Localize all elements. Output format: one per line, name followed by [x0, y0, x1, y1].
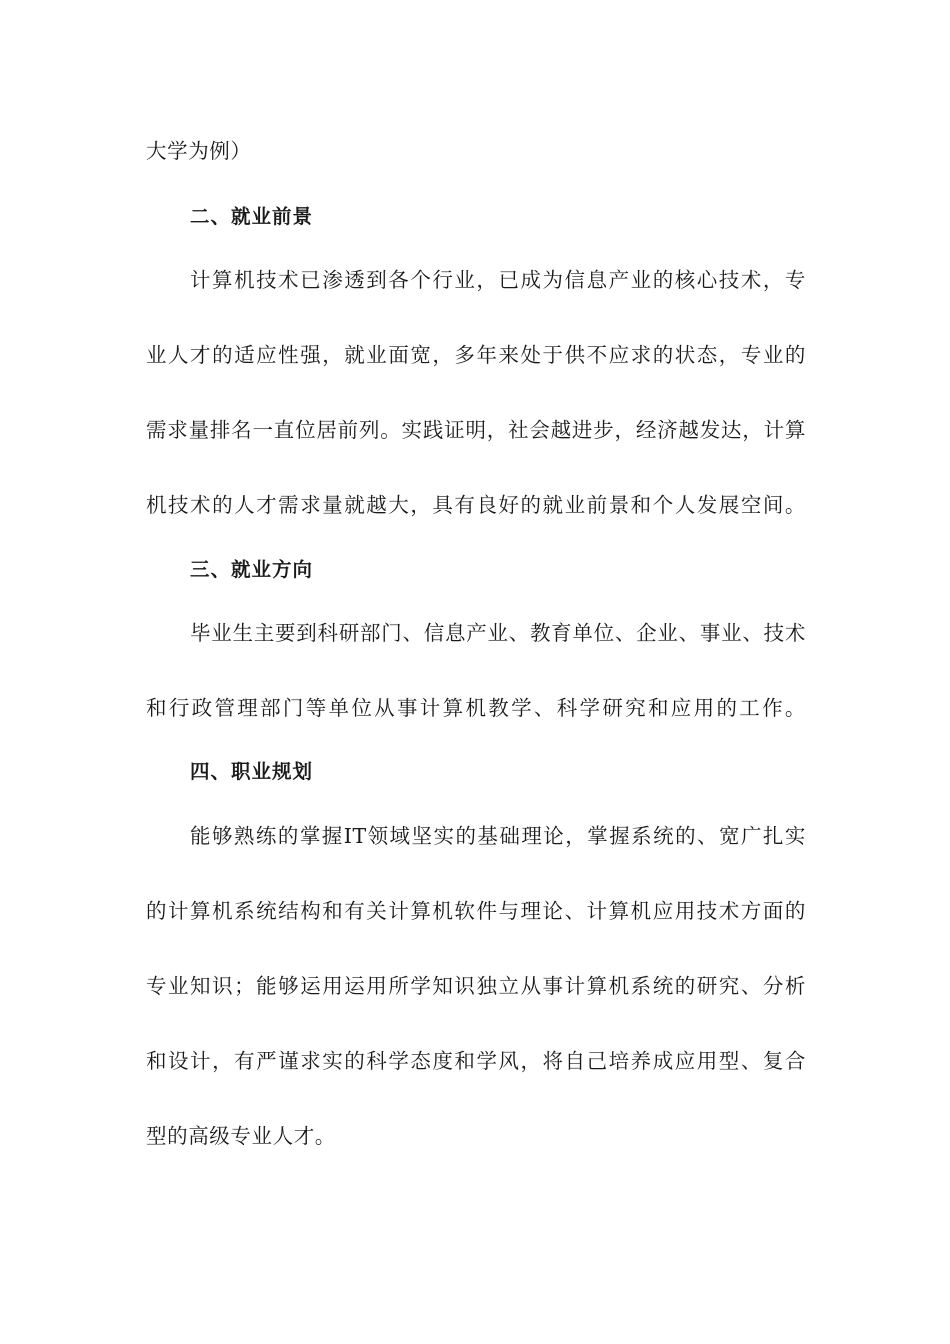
paragraph-line: 机技术的人才需求量就越大，具有良好的就业前景和个人发展空间。 [146, 493, 806, 517]
paragraph-line: 和设计，有严谨求实的科学态度和学风，将自己培养成应用型、复合 [146, 1049, 806, 1073]
paragraph-line: 的计算机系统结构和有关计算机软件与理论、计算机应用技术方面的 [146, 899, 806, 923]
paragraph-line: 专业知识；能够运用运用所学知识独立从事计算机系统的研究、分析 [146, 974, 806, 998]
paragraph-line: 毕业生主要到科研部门、信息产业、教育单位、企业、事业、技术 [190, 621, 806, 645]
intro-tail-text: 大学为例） [146, 139, 252, 163]
section-heading-prospects: 二、就业前景 [190, 205, 314, 228]
paragraph-line: 需求量排名一直位居前列。实践证明，社会越进步，经济越发达，计算 [146, 418, 806, 442]
section-heading-career-plan: 四、职业规划 [190, 760, 314, 783]
paragraph-line: 型的高级专业人才。 [146, 1124, 336, 1148]
paragraph-line: 计算机技术已渗透到各个行业，已成为信息产业的核心技术，专 [190, 268, 806, 292]
paragraph-line: 和行政管理部门等单位从事计算机教学、科学研究和应用的工作。 [146, 696, 806, 720]
section-heading-directions: 三、就业方向 [190, 558, 314, 581]
paragraph-line: 能够熟练的掌握IT领域坚实的基础理论，掌握系统的、宽广扎实 [190, 824, 806, 848]
paragraph-line: 业人才的适应性强，就业面宽，多年来处于供不应求的状态，专业的 [146, 343, 806, 367]
